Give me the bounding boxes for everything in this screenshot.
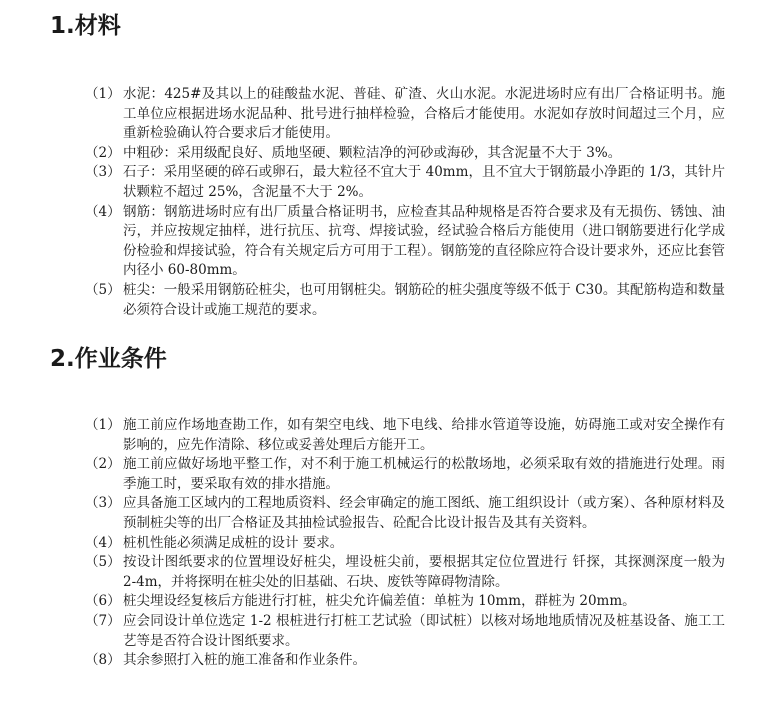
- item-text: 钢筋：钢筋进场时应有出厂质量合格证明书，应检查其品种规格是否符合要求及有无损伤、锈蚀、油污，并应按规定抽样，进行抗压、抗弯、焊接试验，经试验合格后方能使用（进口钢筋要进行化学成份检验和焊接试验，符合有关规定后方可用于工程）。钢筋笼的直径除应符合设计要求外，还应比套管内径小 60-80mm。: [123, 203, 725, 279]
- item-number: （1）: [85, 86, 121, 102]
- item-number: （4）: [85, 534, 121, 551]
- list-item: [85, 163, 725, 202]
- list-item: [85, 203, 725, 281]
- item-text: 应会同设计单位选定 1-2 根桩进行打桩工艺试验（即试桩）以核对场地地质情况及桩基设备、施工工艺等是否符合设计图纸要求。: [123, 612, 725, 649]
- list-item: [85, 416, 725, 455]
- item-text: 桩尖埋设经复核后方能进行打桩，桩尖允许偏差值：单桩为 10mm，群桩为 20mm。: [123, 593, 636, 610]
- list-item: [85, 455, 725, 494]
- materials-list: [85, 85, 725, 320]
- list-item: [85, 592, 725, 612]
- item-text: 桩机性能必须满足成桩的设计 要求。: [123, 534, 344, 551]
- item-text: 水泥：425#及其以上的硅酸盐水泥、普硅、矿渣、火山水泥。水泥进场时应有出厂合格证明书。施工单位应根据进场水泥品种、批号进行抽样检验，合格后才能使用。水泥如存放时间超过三个月，应重新检验确认符合要求后才能使用。: [123, 86, 725, 142]
- item-text: 石子：采用坚硬的碎石或卵石，最大粒径不宜大于 40mm，且不宜大于钢筋最小净距的 1/3，其针片状颗粒不超过 25%，含泥量不大于 2%。: [123, 164, 725, 200]
- list-item: [85, 651, 725, 671]
- item-number: （8）: [85, 652, 121, 669]
- item-text: 应具备施工区域内的工程地质资料、经会审确定的施工图纸、施工组织设计（或方案）、各种原材料及预制桩尖等的出厂合格证及其抽检试验报告、砼配合比设计报告及其有关资料。: [123, 495, 725, 531]
- list-item: [85, 144, 725, 164]
- item-number: （6）: [85, 593, 121, 610]
- item-text: 施工前应作场地查勘工作，如有架空电线、地下电线、给排水管道等设施，妨碍施工或对安全操作有影响的，应先作清除、移位或妥善处理后方能开工。: [123, 417, 725, 453]
- item-number: （4）: [85, 203, 121, 220]
- item-text: 桩尖：一般采用钢筋砼桩尖，也可用钢桩尖。钢筋砼的桩尖强度等级不低于 C30。其配筋构造和数量必须符合设计或施工规范的要求。: [123, 281, 725, 318]
- item-number: （3）: [85, 495, 121, 512]
- work-conditions-list: [85, 416, 725, 671]
- section-heading-work-conditions: 2.作业条件: [50, 346, 167, 372]
- item-number: （7）: [85, 612, 121, 629]
- item-number: （5）: [85, 281, 121, 298]
- item-text: 其余参照打入桩的施工准备和作业条件。: [123, 652, 366, 669]
- item-text: 按设计图纸要求的位置埋设好桩尖，埋设桩尖前，要根据其定位位置进行 钎探，其探测深度一般为 2-4m，并将探明在桩尖处的旧基础、石块、废铁等障碍物清除。: [123, 554, 725, 590]
- list-item: [85, 534, 725, 554]
- list-item: [85, 281, 725, 320]
- list-item: [85, 85, 725, 144]
- item-number: （1）: [85, 417, 121, 433]
- item-text: 中粗砂：采用级配良好、质地坚硬、颗粒洁净的河砂或海砂，其含泥量不大于 3%。: [123, 144, 622, 161]
- item-number: （2）: [85, 144, 121, 161]
- item-text: 施工前应做好场地平整工作，对不利于施工机械运行的松散场地，必须采取有效的措施进行处理。雨季施工时，要采取有效的排水措施。: [123, 456, 725, 492]
- item-number: （3）: [85, 164, 121, 181]
- item-number: （5）: [85, 554, 121, 571]
- list-item: [85, 612, 725, 651]
- list-item: [85, 553, 725, 592]
- item-number: （2）: [85, 456, 121, 473]
- section-heading-materials: 1.材料: [50, 13, 121, 39]
- list-item: [85, 494, 725, 533]
